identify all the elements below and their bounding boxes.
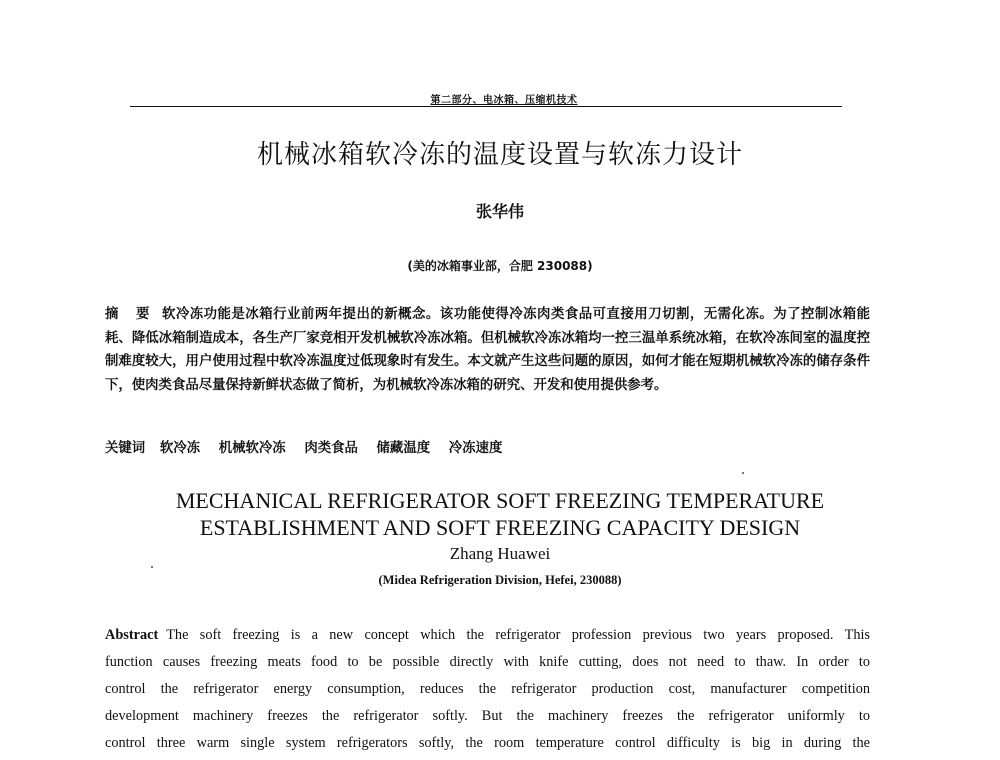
scan-speck (742, 472, 744, 474)
english-abstract-line (105, 622, 870, 649)
chinese-abstract-label: 摘 要 (105, 307, 156, 322)
keyword: 冷冻速度 (448, 440, 503, 456)
chinese-abstract-text: 软冷冻功能是冰箱行业前两年提出的新概念。该功能使得冷冻肉类食品可直接用刀切割，无需化冻。为了控制冰箱能耗、降低冰箱制造成本，各生产厂家竞相开发机械软冷冻冰箱。但机械软冷冻冰箱均一控三温单系统冰箱，在软冷冻间室的温度控制难度较大，用户使用过程中软冷冻温度过低现象时有发生。本文就产生这些问题的原因，如何才能在短期机械软冷冻的储存条件下，使肉类食品尽量保持新鲜状态做了简析，为机械软冷冻冰箱的研究、开发和使用提供参考。 (105, 306, 870, 393)
english-abstract (105, 622, 870, 757)
english-affiliation: (Midea Refrigeration Division, Hefei, 230088) (378, 573, 622, 587)
chinese-title: 机械冰箱软冷冻的温度设置与软冻力设计 (256, 140, 743, 170)
english-title-line-1: MECHANICAL REFRIGERATOR SOFT FREEZING TEMPERATURE (175, 488, 825, 513)
keyword: 储藏温度 (376, 440, 431, 456)
chinese-affiliation: (美的冰箱事业部，合肥 230088) (407, 259, 593, 273)
english-author: Zhang Huawei (449, 544, 551, 563)
running-head: 第二部分、电冰箱、压缩机技术 (350, 91, 658, 106)
english-title (0, 487, 1000, 541)
keyword: 机械软冷冻 (218, 440, 286, 456)
chinese-keywords (105, 437, 870, 456)
chinese-keywords-label: 关键词 (105, 441, 146, 456)
english-abstract-line: control the refrigerator energy consumption, reduces the refrigerator production cost, manufacturer competition (105, 681, 870, 697)
scan-speck (151, 566, 153, 568)
keyword: 肉类食品 (304, 440, 358, 456)
english-title-line-2: ESTABLISHMENT AND SOFT FREEZING CAPACITY DESIGN (199, 515, 801, 540)
english-abstract-label: Abstract (105, 627, 159, 643)
header-rule (130, 106, 842, 107)
chinese-author: 张华伟 (475, 202, 524, 221)
chinese-abstract (105, 303, 870, 397)
english-abstract-line: function causes freezing meats food to be possible directly with knife cutting, does not need to thaw. In order to (105, 654, 870, 670)
english-abstract-line: control three warm single system refrigerators softly, the room temperature control difficulty is big in during the (105, 735, 870, 751)
english-abstract-line: development machinery freezes the refrigerator softly. But the machinery freezes the refrigerator uniformly to (105, 708, 870, 724)
keyword: 软冷冻 (159, 440, 201, 456)
english-abstract-line-text: The soft freezing is a new concept which the refrigerator profession previous two years proposed. This (166, 627, 870, 643)
